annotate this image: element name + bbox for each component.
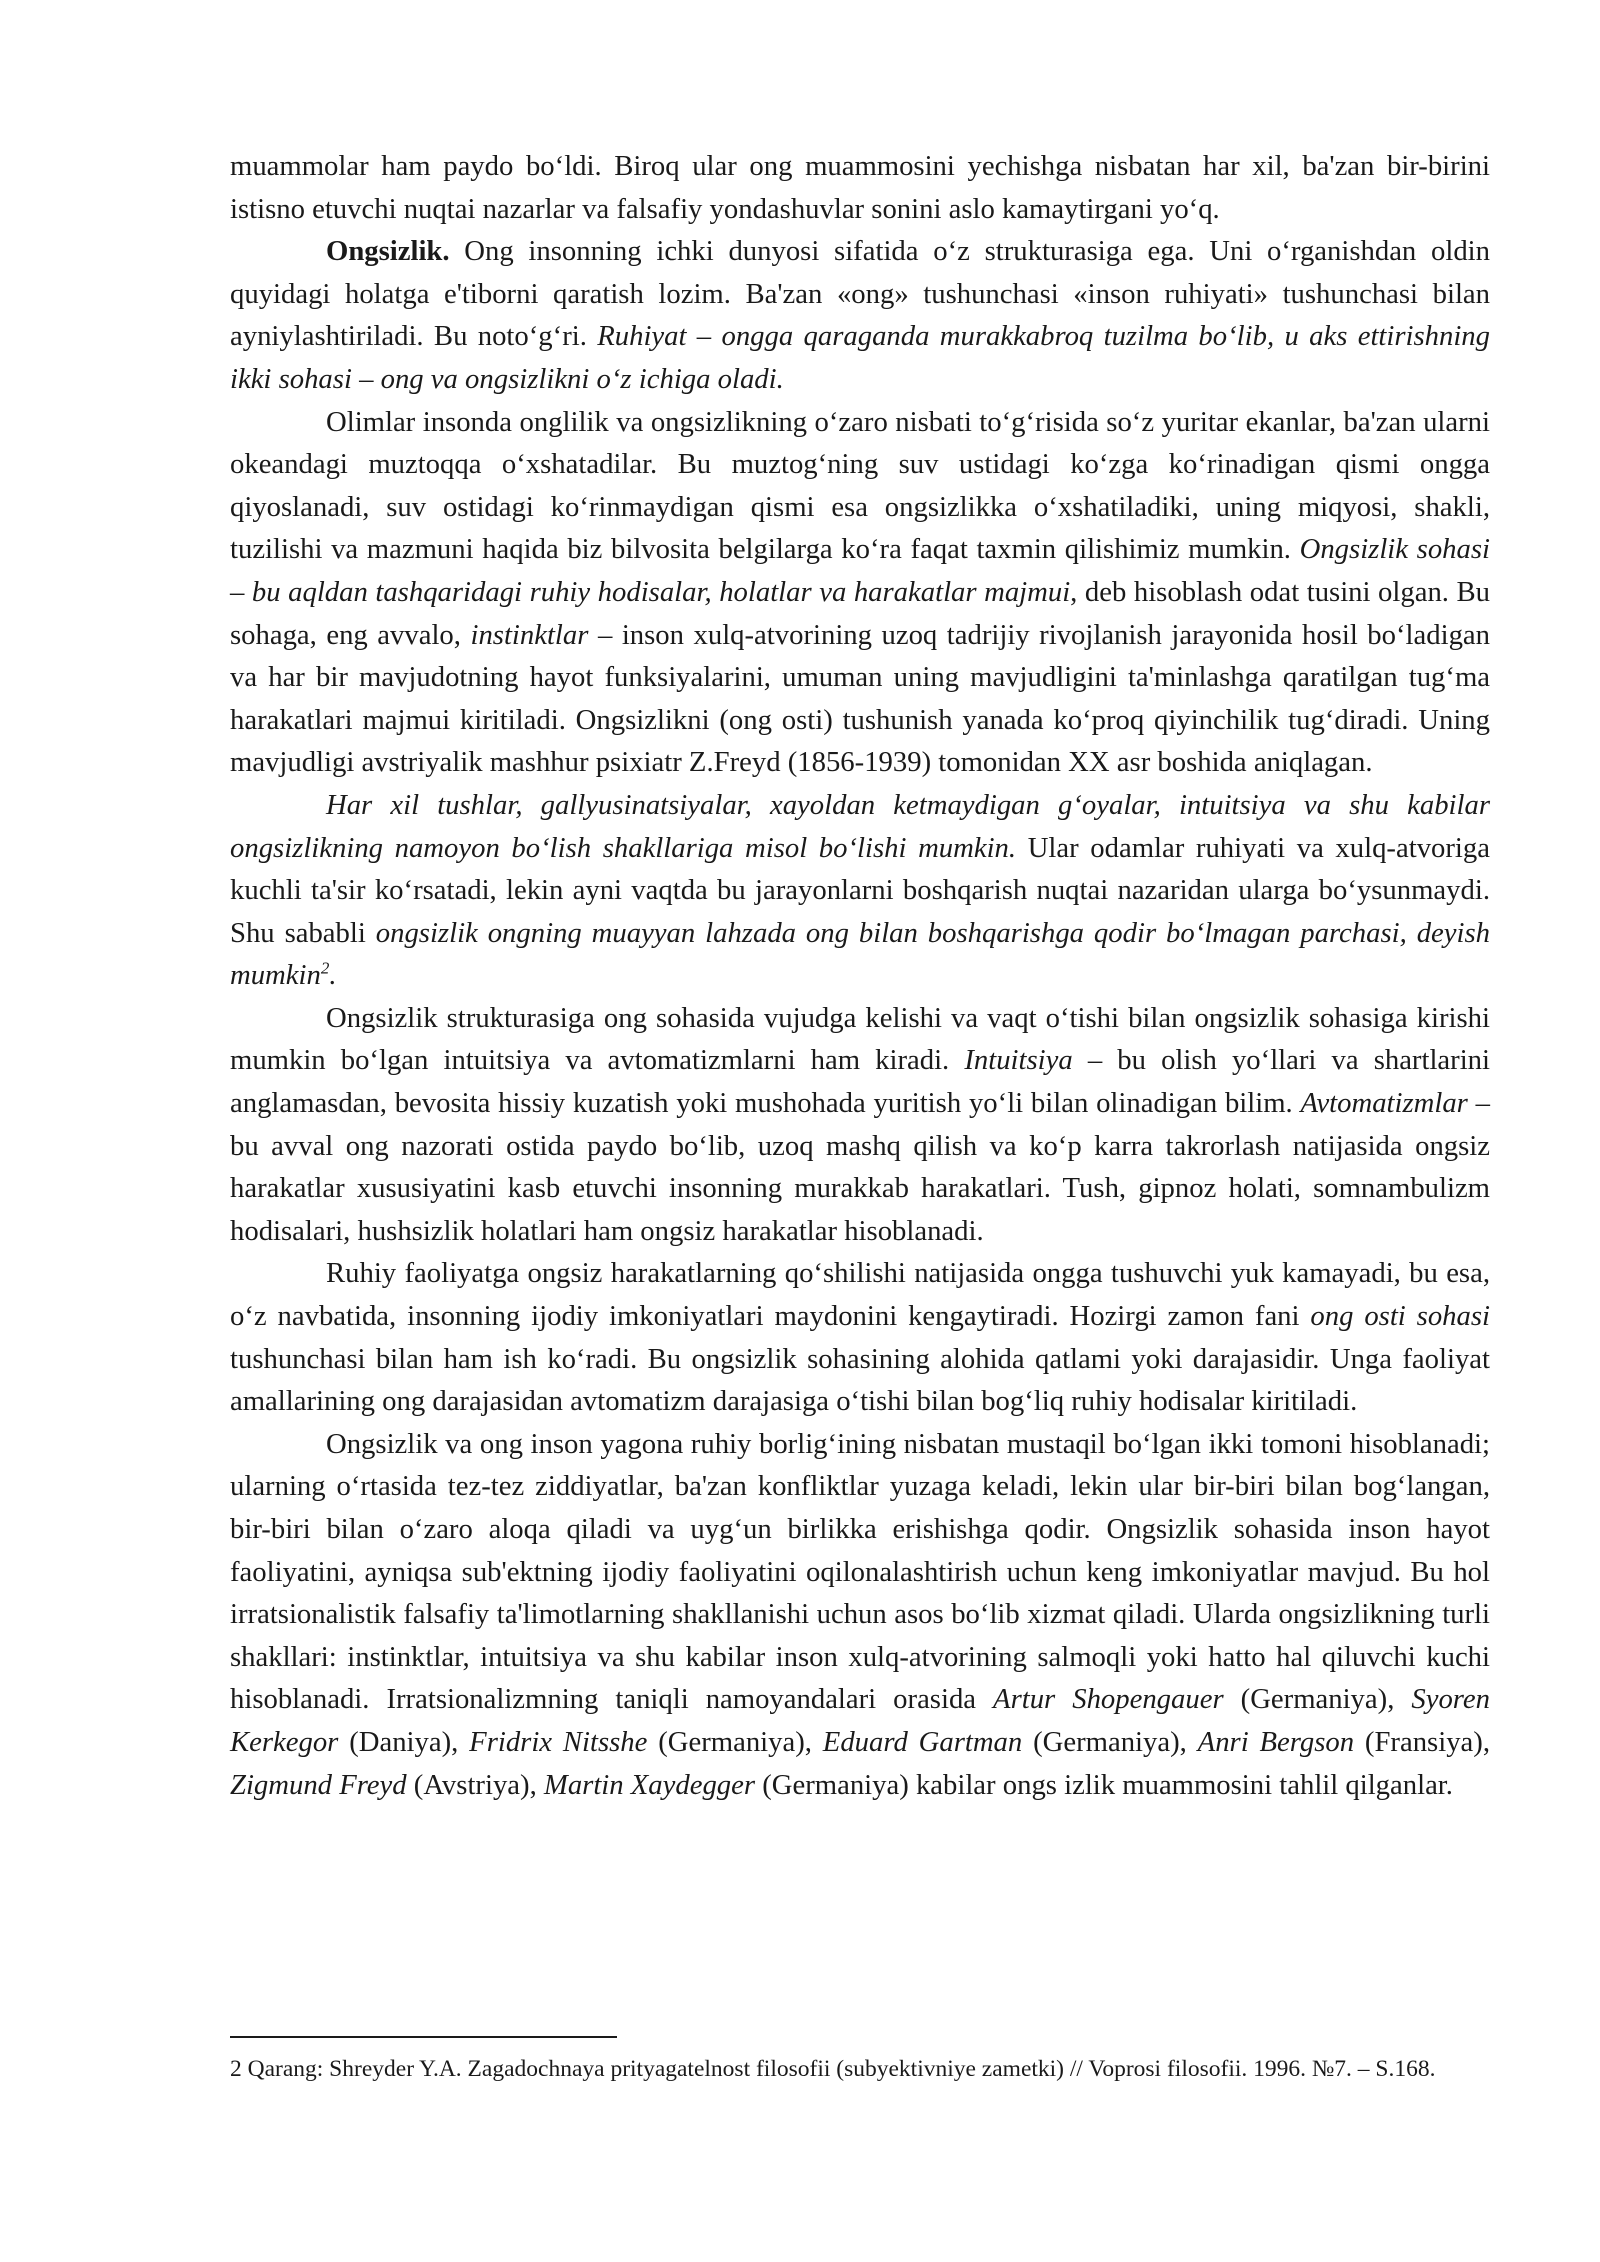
paragraph-4-run-2: Ular odamlar ruhiyati va xulq-atvoriga kuchli ta'sir ko‘rsatadi, lekin ayni vaqtda bu jarayonlarni boshqarish nuqtai nazaridan ularga bo‘ysunmaydi. Shu sababli (230, 831, 1490, 949)
paragraph-1-run-1: muammolar ham paydo bo‘ldi. Biroq ular ong muammosini yechishga nisbatan har xil, ba'zan bir-birini istisno etuvchi nuqtai nazarlar va falsafiy yondashuvlar sonini aslo kamaytirgani yo‘q. (230, 150, 1490, 225)
paragraph-7-run-13: (Avstriya), (406, 1768, 544, 1801)
document-body (230, 145, 1490, 1806)
paragraph-5-run-3: – bu olish yo‘llari va shartlarini anglamasdan, bevosita hissiy kuzatish yoki mushohada yuritish yo‘li bilan olinadigan bilim. (230, 1044, 1490, 1120)
paragraph-7-run-2: Artur Shopengauer (993, 1683, 1224, 1716)
paragraph-2 (230, 230, 1490, 400)
paragraph-7-run-6: Fridrix Nitsshe (469, 1725, 648, 1758)
paragraph-1 (230, 145, 1490, 230)
paragraph-3-run-4: instinktlar (470, 618, 589, 651)
paragraph-7-run-14: Martin Xaydegger (543, 1768, 756, 1801)
paragraph-7-run-4: Syoren Kerkegor (230, 1683, 1490, 1758)
paragraph-6-run-2: ong osti sohasi (1310, 1300, 1490, 1333)
paragraph-7-run-8: Eduard Gartman (822, 1725, 1023, 1758)
paragraph-7-run-7: (Germaniya), (647, 1725, 823, 1758)
paragraph-7-run-5: (Daniya), (338, 1725, 470, 1758)
paragraph-4-run-1: Har xil tushlar, gallyusinatsiyalar, xayoldan ketmaydigan g‘oyalar, intuitsiya va shu kabilar ongsizlikning namoyon bo‘lish shakllariga misol bo‘lishi mumkin. (230, 788, 1490, 864)
paragraph-3-run-1: Olimlar insonda onglilik va ongsizlikning o‘zaro nisbati to‘g‘risida so‘z yuritar ekanlar, ba'zan ularni okeandagi muztoqqa o‘xshatadilar. Bu muztog‘ning suv ustidagi ko‘zga ko‘rinadigan qismi ongga qiyoslanadi, suv ostidagi ko‘rinmaydigan qismi esa ongsizlikka o‘xshatiladiki, uning miqyosi, shakli, tuzilishi va mazmuni haqida biz bilvosita belgilarga ko‘ra faqat taxmin qilishimiz mumkin. (230, 405, 1490, 566)
paragraph-7-run-1: Ongsizlik va ong inson yagona ruhiy borlig‘ining nisbatan mustaqil bo‘lgan ikki tomoni hisoblanadi; ularning o‘rtasida tez-tez ziddiyatlar, ba'zan konfliktlar yuzaga keladi, lekin ular bir-biri bilan bog‘langan, bir-biri bilan o‘zaro aloqa qiladi va uyg‘un birlikka erishishga qodir. Ongsizlik sohasida inson hayot faoliyatini, ayniqsa sub'ektning ijodiy faoliyatini oqilonalashtirish uchun keng imkoniyatlar mavjud. Bu hol irratsionalistik falsafiy ta'limotlarning shakllanishi uchun asos bo‘lib xizmat qiladi. Ularda ongsizlikning turli shakllari: instinktlar, intuitsiya va shu kabilar inson xulq-atvorining salmoqli yoki hatto hal qiluvchi kuchi hisoblanadi. Irratsionalizmning taniqli namoyandalari orasida (230, 1427, 1490, 1716)
footnote (230, 2052, 1490, 2087)
paragraph-7-run-11: (Fransiya), (1354, 1725, 1490, 1758)
paragraph-5 (230, 997, 1490, 1253)
paragraph-6-run-3: tushunchasi bilan ham ish ko‘radi. Bu ongsizlik sohasining alohida qatlami yoki darajasidir. Unga faoliyat amallarining ong darajasidan avtomatizm darajasiga o‘tishi bilan bog‘liq ruhiy hodisalar kiritiladi. (230, 1342, 1490, 1418)
paragraph-6-run-1: Ruhiy faoliyatga ongsiz harakatlarning qo‘shilishi natijasida ongga tushuvchi yuk kamayadi, bu esa, o‘z navbatida, insonning ijodiy imkoniyatlari maydonini kengaytiradi. Hozirgi zamon fani (230, 1257, 1490, 1333)
paragraph-3-run-2: Ongsizlik sohasi – bu aqldan tashqaridagi ruhiy hodisalar, holatlar va harakatlar majmui (230, 533, 1490, 608)
paragraph-6 (230, 1252, 1490, 1422)
footnote-separator (230, 2036, 617, 2038)
paragraph-7-run-10: Anri Bergson (1197, 1725, 1355, 1758)
paragraph-2-run-3: Ruhiyat – ongga qaraganda murakkabroq tuzilma bo‘lib, u aks ettirishning ikki sohasi – ong va ongsizlikni o‘z ichiga oladi. (230, 320, 1490, 395)
footnote-text: Qarang: Shreyder Y.A. Zagadochnaya prityagatelnost filosofii (subyektivniye zametki) // Voprosi filosofii. 1996. №7. – S.168. (241, 2056, 1436, 2082)
paragraph-3-run-5: – inson xulq-atvorining uzoq tadrijiy rivojlanish jarayonida hosil bo‘ladigan va har bir mavjudotning hayot funksiyalarini, umuman uning mavjudligini ta'minlashga qaratilgan tug‘ma harakatlari majmui kiritiladi. Ongsizlikni (ong osti) tushunish yanada ko‘proq qiyinchilik tug‘diradi. Uning mavjudligi avstriyalik mashhur psixiatr Z.Freyd (1856-1939) tomonidan XX asr boshida aniqlagan. (230, 618, 1490, 779)
paragraph-5-run-2: Intuitsiya (964, 1044, 1073, 1077)
paragraph-7-run-15: (Germaniya) kabilar ongs izlik muammosini tahlil qilganlar. (755, 1768, 1453, 1801)
section-heading-ongsizlik: Ongsizlik. (326, 235, 450, 268)
footnote-number: 2 (230, 2056, 242, 2082)
paragraph-7-run-3: (Germaniya), (1223, 1683, 1412, 1716)
paragraph-7 (230, 1423, 1490, 1806)
paragraph-5-run-1: Ongsizlik strukturasiga ong sohasida vujudga kelishi va vaqt o‘tishi bilan ongsizlik sohasiga kirishi mumkin bo‘lgan intuitsiya va avtomatizmlarni ham kiradi. (230, 1001, 1490, 1077)
paragraph-7-run-12: Zigmund Freyd (230, 1768, 407, 1801)
paragraph-5-run-5: – bu avval ong nazorati ostida paydo bo‘lib, uzoq mashq qilish va ko‘p karra takrorlash natijasida ongsiz harakatlar xususiyatini kasb etuvchi insonning murakkab harakatlari. Tush, gipnoz holati, somnambulizm hodisalari, hushsizlik holatlari ham ongsiz harakatlar hisoblanadi. (230, 1087, 1490, 1247)
paragraph-2-run-2: Ong insonning ichki dunyosi sifatida o‘z strukturasiga ega. Uni o‘rganishdan oldin quyidagi holatga e'tiborni qaratish lozim. Ba'zan «ong» tushunchasi «inson ruhiyati» tushunchasi bilan ayniylashtiriladi. Bu noto‘g‘ri. (230, 235, 1490, 353)
paragraph-4-run-3: ongsizlik ongning muayyan lahzada ong bilan boshqarishga qodir bo‘lmagan parchasi, deyish mumkin (230, 916, 1490, 992)
paragraph-3 (230, 401, 1490, 784)
footnote-reference[interactable]: 2 (320, 958, 330, 978)
paragraph-4 (230, 784, 1490, 997)
paragraph-4-run-5: . (329, 959, 337, 992)
paragraph-7-run-9: (Germaniya), (1022, 1725, 1198, 1758)
paragraph-3-run-3: , deb hisoblash odat tusini olgan. Bu sohaga, eng avvalo, (230, 575, 1490, 651)
paragraph-5-run-4: Avtomatizmlar (1300, 1087, 1468, 1120)
